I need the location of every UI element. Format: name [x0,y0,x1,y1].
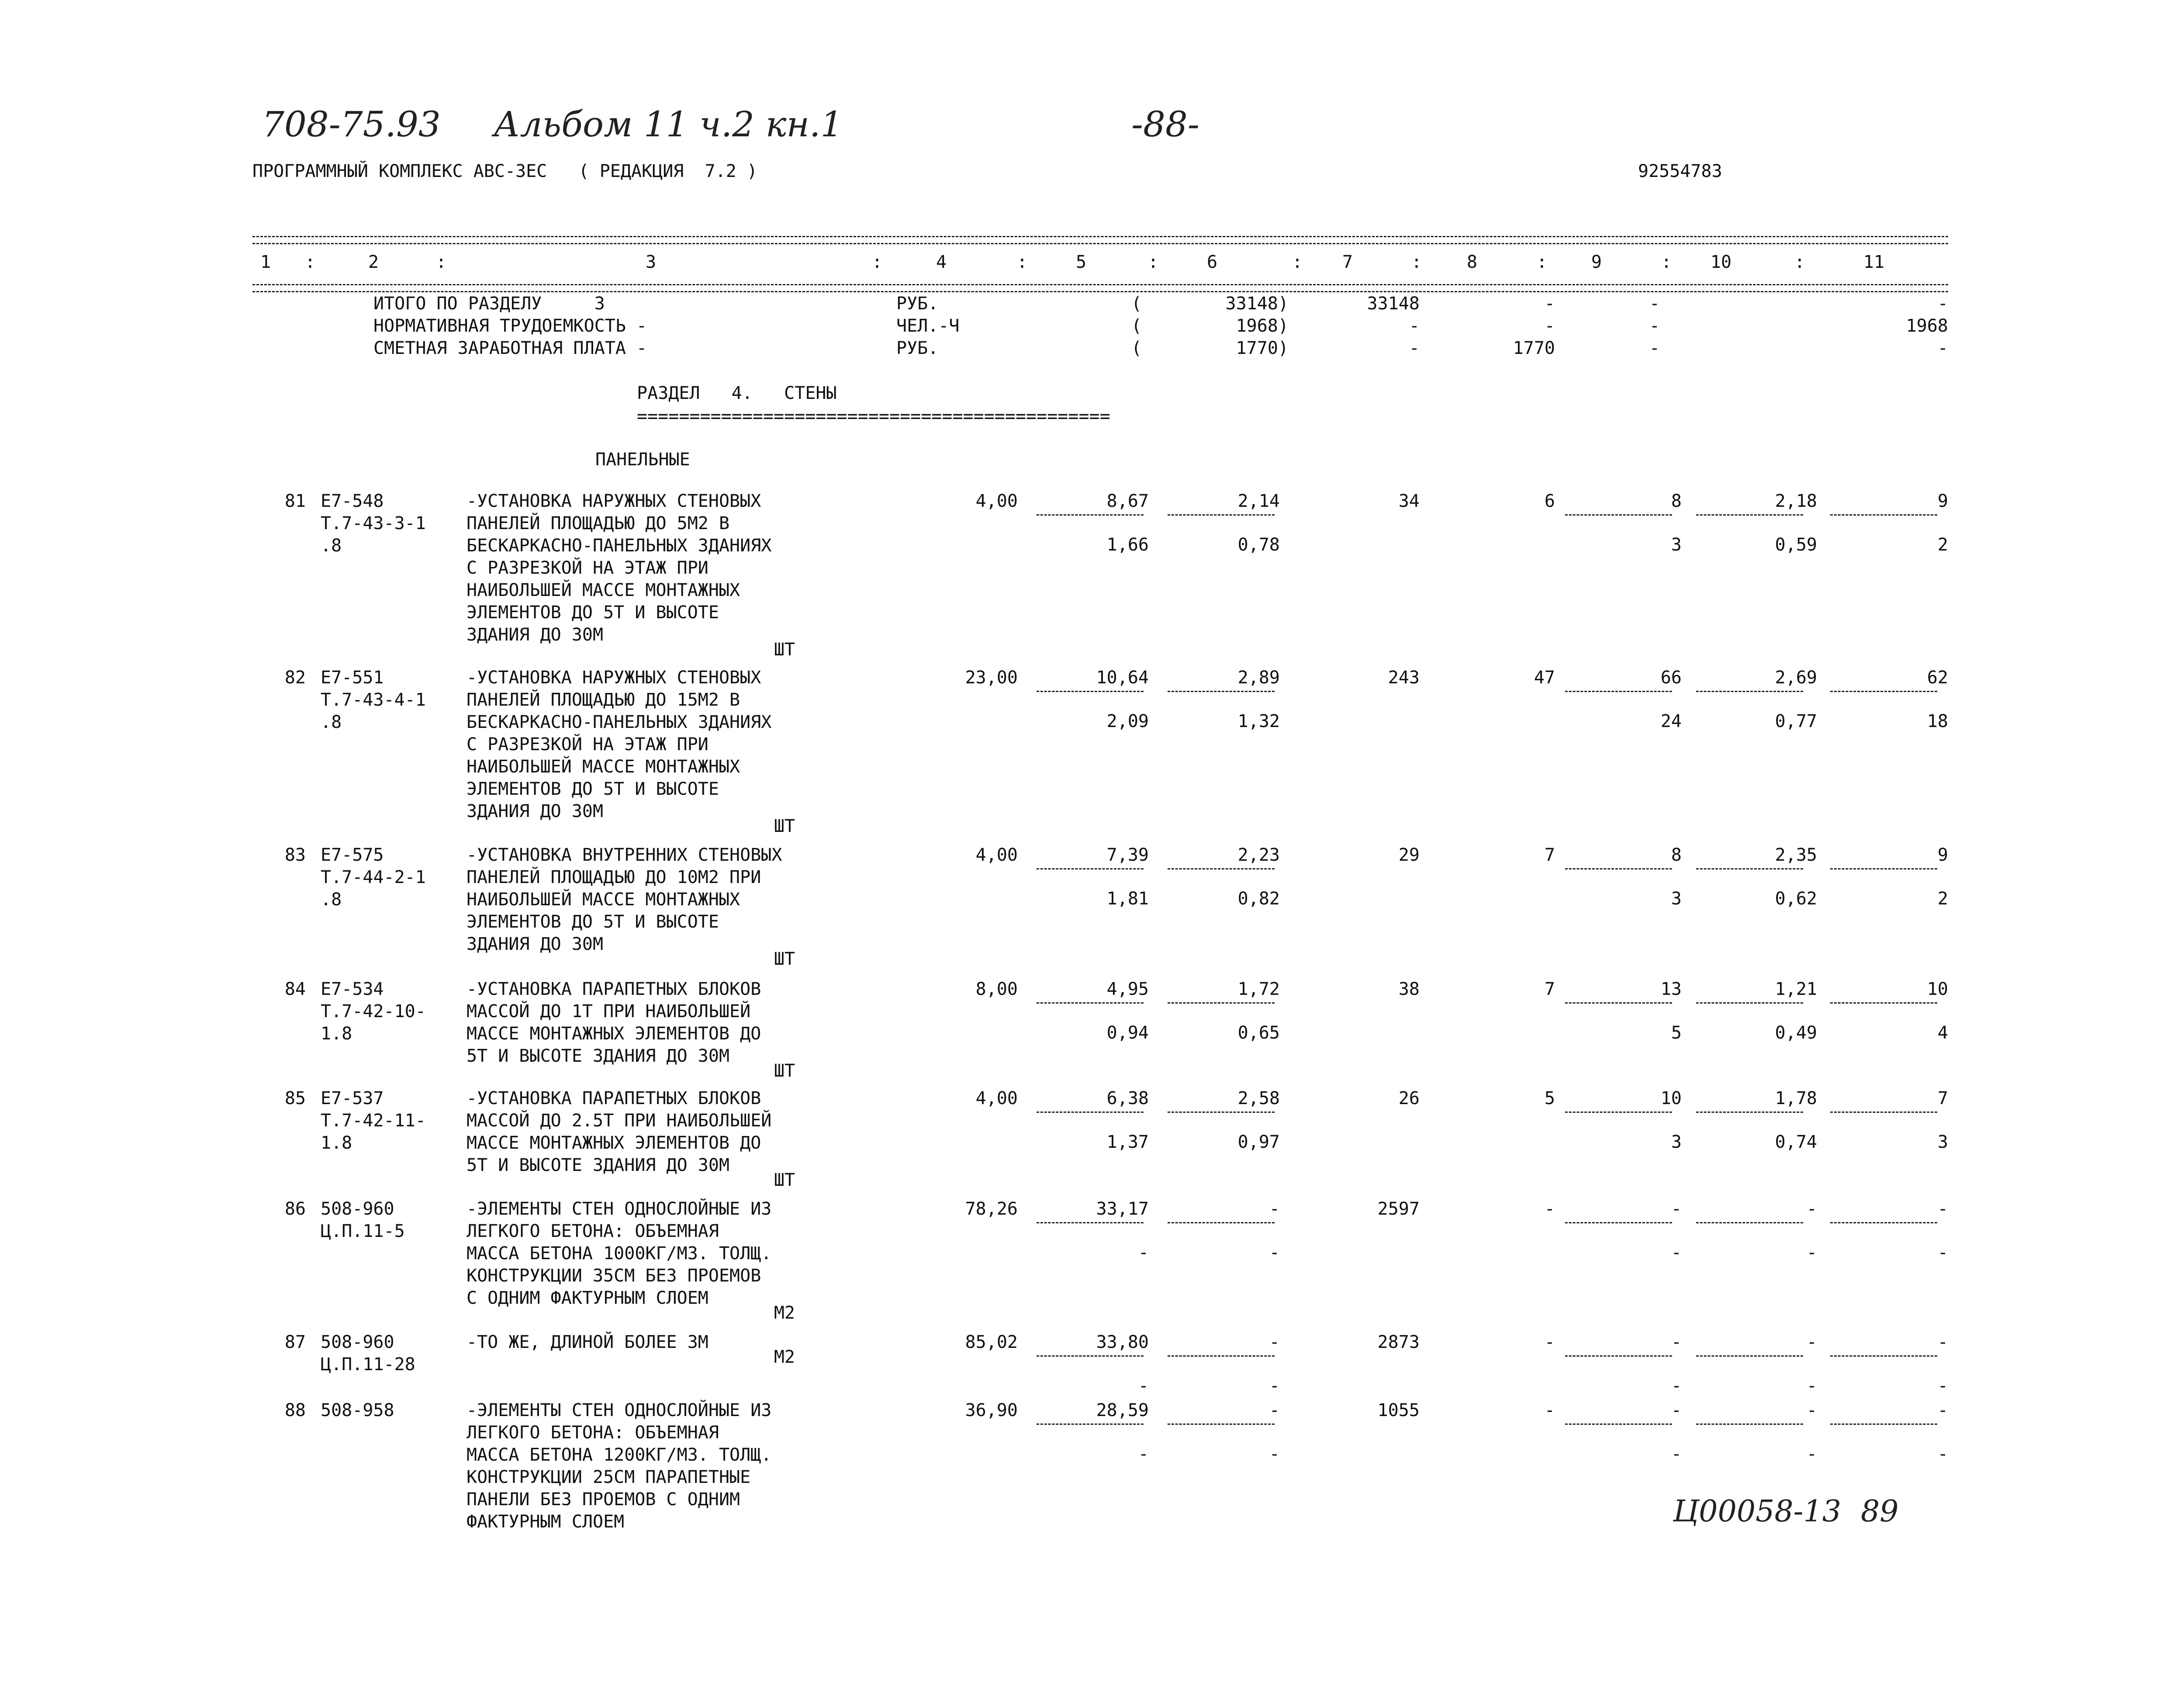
row-col6-divider [1168,1222,1275,1223]
row-col9-bottom: - [1671,1243,1682,1263]
row-description-line: КОНСТРУКЦИИ 25СМ ПАРАПЕТНЫЕ [467,1467,751,1487]
row-reference: Т.7-42-11- [321,1111,426,1131]
row-col7: 2873 [1377,1332,1420,1352]
row-col9-divider [1565,1222,1672,1223]
row-col11-top: 9 [1937,845,1948,865]
row-description-line: ПАНЕЛЕЙ ПЛОЩАДЬЮ ДО 15М2 В [467,690,740,710]
row-description-line: ЛЕГКОГО БЕТОНА: ОБЪЕМНАЯ [467,1221,719,1241]
row-col5-divider [1037,1222,1144,1223]
row-col10-divider [1696,1002,1803,1004]
row-col10-top: 2,35 [1775,845,1817,865]
row-description-line: НАИБОЛЬШЕЙ МАССЕ МОНТАЖНЫХ [467,757,740,777]
row-col11-top: 7 [1937,1088,1948,1108]
row-reference-suffix: .8 [321,890,342,910]
column-header-cell: : [304,252,316,272]
row-col11-top: 10 [1927,979,1948,999]
totals-col9: - [1649,294,1660,314]
totals-label: ИТОГО ПО РАЗДЕЛУ 3 [373,294,605,314]
row-col10-bottom: 0,49 [1775,1023,1817,1043]
row-description-line: БЕСКАРКАСНО-ПАНЕЛЬНЫХ ЗДАНИЯХ [467,536,772,556]
row-description-line: ЗДАНИЯ ДО 30М [467,934,604,954]
totals-label: НОРМАТИВНАЯ ТРУДОЕМКОСТЬ - [373,316,647,336]
row-col11-divider [1830,1112,1937,1113]
row-description-line: ПАНЕЛЕЙ ПЛОЩАДЬЮ ДО 10М2 ПРИ [467,867,761,887]
row-col10-top: - [1806,1332,1817,1352]
row-col11-bottom: 4 [1937,1023,1948,1043]
row-col5-divider [1037,1423,1144,1425]
row-col5-divider [1037,868,1144,869]
row-col9-bottom: 24 [1660,711,1682,731]
row-col8: 47 [1534,668,1555,688]
row-col8: 5 [1544,1088,1555,1108]
row-col9-divider [1565,1355,1672,1357]
row-description-line: МАССЕ МОНТАЖНЫХ ЭЛЕМЕНТОВ ДО [467,1133,761,1153]
row-col6-divider [1168,1002,1275,1004]
totals-col9: - [1649,316,1660,336]
column-header-cell: 4 [936,252,947,272]
row-col11-bottom: 3 [1937,1132,1948,1152]
row-col10-bottom: - [1806,1444,1817,1464]
row-col9-divider [1565,514,1672,516]
row-col8: - [1544,1199,1555,1219]
row-col11-top: - [1937,1332,1948,1352]
totals-col9: - [1649,338,1660,358]
row-col6-top: - [1269,1400,1280,1420]
column-header-cell: : [1292,252,1303,272]
program-line: ПРОГРАММНЫЙ КОМПЛЕКС АВС-3ЕС ( РЕДАКЦИЯ 7.2 ) [252,161,757,181]
row-col9-divider [1565,1112,1672,1113]
row-col10-divider [1696,1112,1803,1113]
row-description-line: С РАЗРЕЗКОЙ НА ЭТАЖ ПРИ [467,734,708,755]
row-reference-suffix: 1.8 [321,1024,352,1044]
row-number: 87 [284,1332,306,1352]
row-col11-bottom: - [1937,1243,1948,1263]
row-col10-divider [1696,514,1803,516]
row-col6-top: - [1269,1332,1280,1352]
row-unit: ШТ [774,949,795,969]
row-code: 508-960 [321,1199,394,1219]
row-col11-bottom: - [1937,1444,1948,1464]
row-col5-bottom: 0,94 [1106,1023,1149,1043]
column-header-cell: 5 [1075,252,1087,272]
row-col9-top: 66 [1660,668,1682,688]
column-header-cell: : [1016,252,1028,272]
row-unit: М2 [774,1347,795,1367]
column-header-cell: : [1794,252,1805,272]
row-col9-divider [1565,1423,1672,1425]
row-description-line: БЕСКАРКАСНО-ПАНЕЛЬНЫХ ЗДАНИЯХ [467,712,772,732]
row-col6-bottom: - [1269,1243,1280,1263]
row-col5-top: 6,38 [1106,1088,1149,1108]
row-col5-bottom: 1,37 [1106,1132,1149,1152]
row-number: 83 [284,845,306,865]
row-col11-top: 62 [1927,668,1948,688]
album-code: 708-75.93 [262,104,441,145]
row-number: 84 [284,979,306,999]
row-unit: ШТ [774,640,795,660]
totals-col7: - [1409,338,1420,358]
row-number: 82 [284,668,306,688]
row-col6-divider [1168,868,1275,869]
row-reference-suffix: .8 [321,712,342,732]
row-col10-bottom: 0,62 [1775,889,1817,909]
row-code: Е7-575 [321,845,384,865]
section-title: РАЗДЕЛ 4. СТЕНЫ [637,383,837,403]
section-subtitle: ПАНЕЛЬНЫЕ [595,450,690,470]
column-header-cell: 1 [260,252,271,272]
row-description-line: МАССОЙ ДО 2.5Т ПРИ НАИБОЛЬШЕЙ [467,1111,772,1131]
header-rule-bottom2 [252,291,1948,292]
row-col6-top: 1,72 [1237,979,1280,999]
row-description-line: -ТО ЖЕ, ДЛИНОЙ БОЛЕЕ 3М [467,1332,708,1352]
row-col5-top: 28,59 [1096,1400,1149,1420]
row-quantity: 4,00 [975,1088,1018,1108]
row-col5-divider [1037,691,1144,692]
section-underline: ============================================= [637,406,1110,426]
row-unit: ШТ [774,1061,795,1081]
row-col5-bottom: - [1138,1444,1149,1464]
row-unit: ШТ [774,816,795,836]
row-description-line: -ЭЛЕМЕНТЫ СТЕН ОДНОСЛОЙНЫЕ ИЗ [467,1400,772,1420]
column-header-cell: 3 [645,252,657,272]
row-col8: 6 [1544,491,1555,511]
row-col9-bottom: 3 [1671,535,1682,555]
row-description-line: ПАНЕЛИ БЕЗ ПРОЕМОВ С ОДНИМ [467,1489,740,1510]
row-col10-top: - [1806,1199,1817,1219]
column-header-cell: : [1536,252,1548,272]
row-col10-bottom: - [1806,1243,1817,1263]
column-header-cell: : [1147,252,1159,272]
row-col11-divider [1830,1222,1937,1223]
totals-paren: ( [1131,294,1142,314]
totals-col8: - [1544,294,1555,314]
row-col10-top: - [1806,1400,1817,1420]
row-col7: 29 [1398,845,1420,865]
column-header-cell: 9 [1591,252,1602,272]
row-quantity: 23,00 [965,668,1018,688]
row-code: Е7-551 [321,668,384,688]
totals-paren: ( [1131,338,1142,358]
totals-unit: ЧЕЛ.-Ч [896,316,960,336]
row-col10-divider [1696,691,1803,692]
totals-col6: 1968) [1236,316,1289,336]
row-col6-divider [1168,1355,1275,1357]
row-quantity: 4,00 [975,491,1018,511]
row-col10-divider [1696,868,1803,869]
row-description-line: МАССЕ МОНТАЖНЫХ ЭЛЕМЕНТОВ ДО [467,1024,761,1044]
totals-col8: - [1544,316,1555,336]
column-header-cell: : [1411,252,1422,272]
row-col8: - [1544,1400,1555,1420]
row-description-line: ФАКТУРНЫМ СЛОЕМ [467,1512,625,1532]
row-description-line: КОНСТРУКЦИИ 35СМ БЕЗ ПРОЕМОВ [467,1266,761,1286]
column-header-cell: : [871,252,883,272]
row-reference-suffix: .8 [321,536,342,556]
row-col6-divider [1168,1423,1275,1425]
row-col9-bottom: 5 [1671,1023,1682,1043]
row-description-line: ЗДАНИЯ ДО 30М [467,625,604,645]
row-col5-top: 4,95 [1106,979,1149,999]
row-col7: 26 [1398,1088,1420,1108]
row-code: Е7-534 [321,979,384,999]
row-col5-divider [1037,514,1144,516]
row-col7: 34 [1398,491,1420,511]
row-number: 88 [284,1400,306,1420]
row-col5-top: 33,80 [1096,1332,1149,1352]
row-col5-bottom: 2,09 [1106,711,1149,731]
row-description-line: -ЭЛЕМЕНТЫ СТЕН ОДНОСЛОЙНЫЕ ИЗ [467,1199,772,1219]
row-reference: Т.7-44-2-1 [321,867,426,887]
row-description-line: -УСТАНОВКА НАРУЖНЫХ СТЕНОВЫХ [467,491,761,511]
row-col11-top: 9 [1937,491,1948,511]
row-col10-divider [1696,1222,1803,1223]
row-col6-bottom: 0,78 [1237,535,1280,555]
row-code: Е7-548 [321,491,384,511]
row-description-line: МАССА БЕТОНА 1000КГ/М3. ТОЛЩ. [467,1243,772,1264]
row-col9-top: - [1671,1199,1682,1219]
row-col5-bottom: - [1138,1243,1149,1263]
row-col6-divider [1168,691,1275,692]
row-col9-bottom: 3 [1671,889,1682,909]
column-header-cell: 7 [1342,252,1353,272]
row-quantity: 78,26 [965,1199,1018,1219]
row-col6-bottom: 1,32 [1237,711,1280,731]
row-description-line: 5Т И ВЫСОТЕ ЗДАНИЯ ДО 30М [467,1155,730,1175]
row-col5-top: 33,17 [1096,1199,1149,1219]
row-reference: Т.7-43-3-1 [321,513,426,533]
row-description-line: -УСТАНОВКА НАРУЖНЫХ СТЕНОВЫХ [467,668,761,688]
row-col6-top: 2,58 [1237,1088,1280,1108]
row-description-line: 5Т И ВЫСОТЕ ЗДАНИЯ ДО 30М [467,1046,730,1066]
row-col5-bottom: 1,66 [1106,535,1149,555]
totals-col6: 33148) [1225,294,1289,314]
row-description-line: ЭЛЕМЕНТОВ ДО 5Т И ВЫСОТЕ [467,912,719,932]
sheet-number: 89 [1861,1494,1899,1529]
column-header-cell: : [435,252,447,272]
row-number: 81 [284,491,306,511]
row-quantity: 85,02 [965,1332,1018,1352]
row-col6-bottom: 0,65 [1237,1023,1280,1043]
row-col7: 2597 [1377,1199,1420,1219]
row-col11-divider [1830,514,1937,516]
row-col6-top: - [1269,1199,1280,1219]
row-number: 85 [284,1088,306,1108]
row-description-line: С РАЗРЕЗКОЙ НА ЭТАЖ ПРИ [467,558,708,578]
totals-label: СМЕТНАЯ ЗАРАБОТНАЯ ПЛАТА - [373,338,647,358]
album-title: Альбом 11 ч.2 кн.1 [494,104,843,145]
row-col11-top: - [1937,1199,1948,1219]
row-col9-bottom: - [1671,1444,1682,1464]
row-description-line: МАССОЙ ДО 1Т ПРИ НАИБОЛЬШЕЙ [467,1001,751,1022]
row-col10-top: 1,78 [1775,1088,1817,1108]
row-description-line: ЭЛЕМЕНТОВ ДО 5Т И ВЫСОТЕ [467,603,719,623]
row-col9-top: - [1671,1332,1682,1352]
row-col6-top: 2,89 [1237,668,1280,688]
row-col5-top: 8,67 [1106,491,1149,511]
row-col10-divider [1696,1355,1803,1357]
row-description-line: НАИБОЛЬШЕЙ МАССЕ МОНТАЖНЫХ [467,580,740,600]
row-col10-top: 2,18 [1775,491,1817,511]
row-quantity: 8,00 [975,979,1018,999]
row-col11-bottom: - [1937,1376,1948,1396]
row-col10-bottom: - [1806,1376,1817,1396]
row-col9-top: 13 [1660,979,1682,999]
totals-col6: 1770) [1236,338,1289,358]
column-header-cell: 8 [1466,252,1478,272]
row-number: 86 [284,1199,306,1219]
row-col10-bottom: 0,74 [1775,1132,1817,1152]
row-reference: Ц.П.11-28 [321,1354,415,1375]
row-col7: 243 [1388,668,1420,688]
row-quantity: 36,90 [965,1400,1018,1420]
row-description-line: -УСТАНОВКА ПАРАПЕТНЫХ БЛОКОВ [467,979,761,999]
row-col10-top: 2,69 [1775,668,1817,688]
row-col11-bottom: 2 [1937,889,1948,909]
row-col9-divider [1565,868,1672,869]
header-rule-bottom [252,284,1948,285]
row-col9-bottom: - [1671,1376,1682,1396]
row-col8: - [1544,1332,1555,1352]
row-col5-divider [1037,1355,1144,1357]
column-header-cell: 11 [1863,252,1885,272]
column-header-cell: 6 [1206,252,1218,272]
row-col5-bottom: - [1138,1376,1149,1396]
totals-col7: - [1409,316,1420,336]
row-col10-divider [1696,1423,1803,1425]
row-quantity: 4,00 [975,845,1018,865]
column-header-cell: 2 [368,252,379,272]
row-col9-top: - [1671,1400,1682,1420]
row-col5-divider [1037,1002,1144,1004]
totals-col7: 33148 [1367,294,1420,314]
row-col9-divider [1565,691,1672,692]
archive-stamp: Ц00058-13 [1673,1494,1842,1529]
row-col10-top: 1,21 [1775,979,1817,999]
row-col11-bottom: 2 [1937,535,1948,555]
row-code: 508-960 [321,1332,394,1352]
row-col7: 1055 [1377,1400,1420,1420]
row-col9-top: 10 [1660,1088,1682,1108]
row-code: Е7-537 [321,1088,384,1108]
row-col9-divider [1565,1002,1672,1004]
totals-col11: - [1937,338,1948,358]
row-col11-bottom: 18 [1927,711,1948,731]
header-rule-top2 [252,243,1948,244]
row-reference: Ц.П.11-5 [321,1221,405,1241]
page-number: -88- [1131,104,1199,145]
row-unit: ШТ [774,1170,795,1190]
row-col6-bottom: 0,97 [1237,1132,1280,1152]
row-description-line: ЛЕГКОГО БЕТОНА: ОБЪЕМНАЯ [467,1423,719,1443]
row-col10-bottom: 0,77 [1775,711,1817,731]
row-col11-top: - [1937,1400,1948,1420]
row-col6-bottom: - [1269,1444,1280,1464]
row-col10-bottom: 0,59 [1775,535,1817,555]
row-col5-top: 7,39 [1106,845,1149,865]
row-col6-divider [1168,514,1275,516]
doc-number: 92554783 [1638,161,1722,181]
row-col6-bottom: 0,82 [1237,889,1280,909]
row-col5-divider [1037,1112,1144,1113]
row-description-line: ЭЛЕМЕНТОВ ДО 5Т И ВЫСОТЕ [467,779,719,799]
row-col5-bottom: 1,81 [1106,889,1149,909]
totals-paren: ( [1131,316,1142,336]
row-code: 508-958 [321,1400,394,1420]
column-header-cell: 10 [1710,252,1732,272]
row-col11-divider [1830,868,1937,869]
row-col6-divider [1168,1112,1275,1113]
row-description-line: С ОДНИМ ФАКТУРНЫМ СЛОЕМ [467,1288,708,1308]
row-description-line: -УСТАНОВКА ВНУТРЕННИХ СТЕНОВЫХ [467,845,782,865]
header-rule-top [252,236,1948,237]
row-reference: Т.7-43-4-1 [321,690,426,710]
row-col6-top: 2,23 [1237,845,1280,865]
totals-col11: 1968 [1906,316,1948,336]
row-col11-divider [1830,1423,1937,1425]
row-description-line: МАССА БЕТОНА 1200КГ/М3. ТОЛЩ. [467,1445,772,1465]
row-col8: 7 [1544,979,1555,999]
row-col8: 7 [1544,845,1555,865]
row-description-line: ЗДАНИЯ ДО 30М [467,801,604,821]
row-col6-bottom: - [1269,1376,1280,1396]
row-col5-top: 10,64 [1096,668,1149,688]
row-unit: М2 [774,1303,795,1323]
totals-col8: 1770 [1513,338,1555,358]
row-col6-top: 2,14 [1237,491,1280,511]
row-col11-divider [1830,1002,1937,1004]
row-description-line: ПАНЕЛЕЙ ПЛОЩАДЬЮ ДО 5М2 В [467,513,730,533]
row-col9-top: 8 [1671,491,1682,511]
row-col9-top: 8 [1671,845,1682,865]
row-col11-divider [1830,691,1937,692]
row-col7: 38 [1398,979,1420,999]
row-col11-divider [1830,1355,1937,1357]
column-header-cell: : [1661,252,1672,272]
totals-unit: РУБ. [896,338,939,358]
totals-col11: - [1937,294,1948,314]
row-description-line: -УСТАНОВКА ПАРАПЕТНЫХ БЛОКОВ [467,1088,761,1108]
row-col9-bottom: 3 [1671,1132,1682,1152]
row-description-line: НАИБОЛЬШЕЙ МАССЕ МОНТАЖНЫХ [467,890,740,910]
row-reference: Т.7-42-10- [321,1001,426,1022]
totals-unit: РУБ. [896,294,939,314]
row-reference-suffix: 1.8 [321,1133,352,1153]
